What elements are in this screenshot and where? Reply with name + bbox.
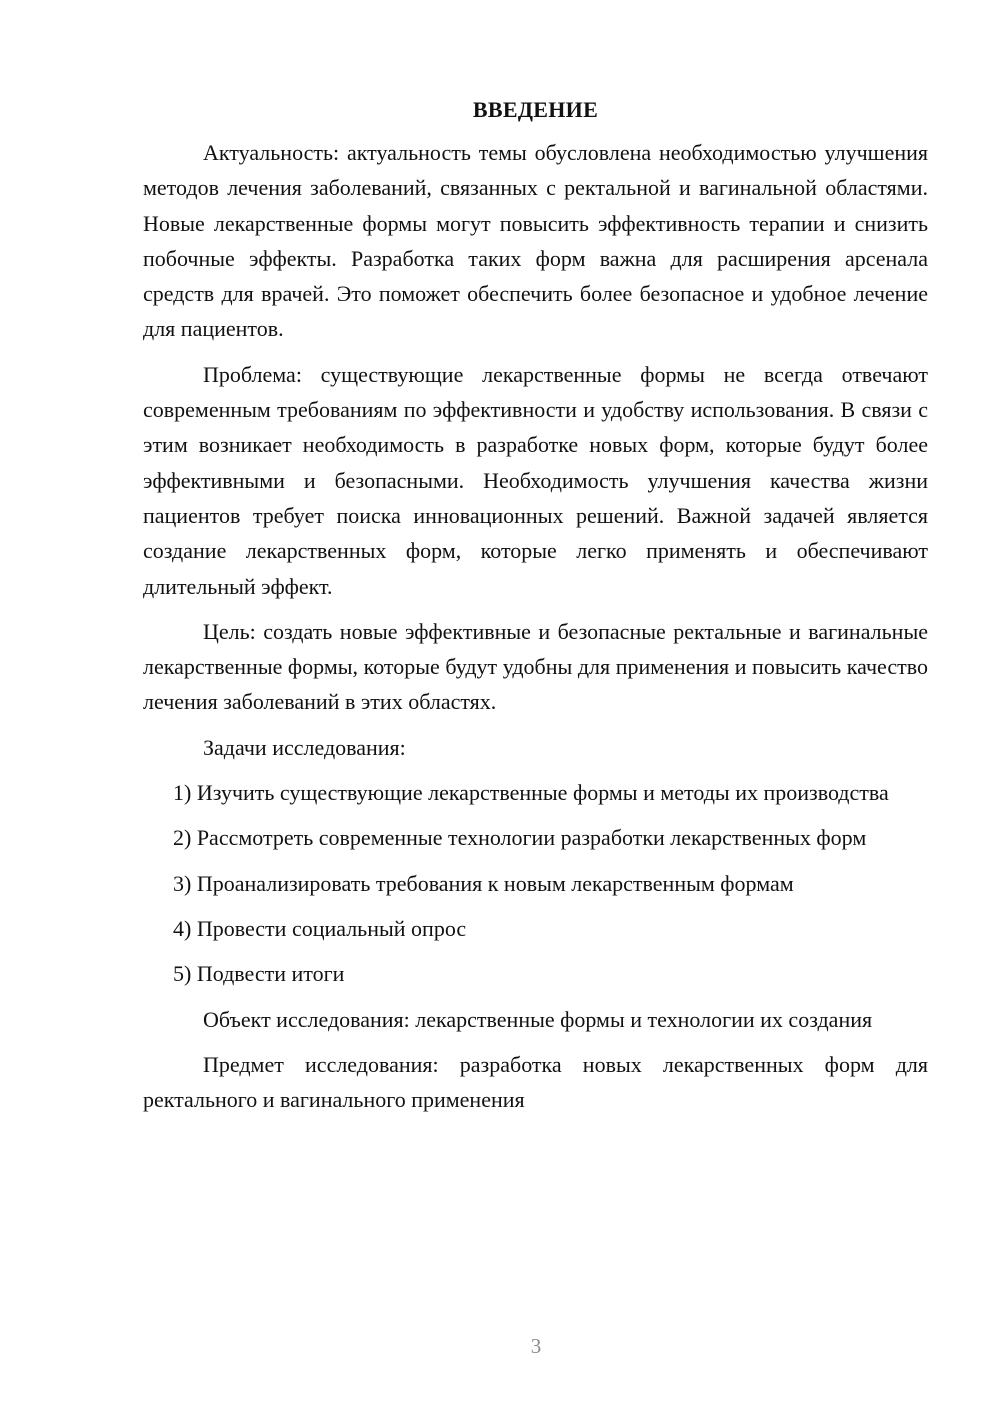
paragraph-goal: Цель: создать новые эффективные и безопасные ректальные и вагинальные лекарственные формы, которые будут удобны для применения и повысить качество лечения заболеваний в этих областях. bbox=[143, 618, 928, 715]
page-number: 3 bbox=[530, 1334, 542, 1358]
list-item-task-3: 3) Проанализировать требования к новым лекарственным формам bbox=[173, 870, 794, 896]
paragraph-subject: Предмет исследования: разработка новых лекарственных форм для ректального и вагинального применения bbox=[143, 1051, 928, 1113]
section-title: ВВЕДЕНИЕ bbox=[472, 97, 599, 122]
list-item-task-1: 1) Изучить существующие лекарственные формы и методы их производства bbox=[173, 780, 889, 806]
list-item-task-2: 2) Рассмотреть современные технологии разработки лекарственных форм bbox=[173, 825, 867, 851]
list-item-task-5: 5) Подвести итоги bbox=[173, 961, 345, 987]
tasks-list bbox=[143, 775, 928, 991]
paragraph-object: Объект исследования: лекарственные формы и технологии их создания bbox=[203, 1006, 873, 1032]
page-content bbox=[143, 92, 928, 1127]
list-item-task-4: 4) Провести социальный опрос bbox=[173, 915, 467, 941]
paragraph-relevance: Актуальность: актуальность темы обусловлена необходимостью улучшения методов лечения заболеваний, связанных с ректальной и вагинальной областями. Новые лекарственные формы могут повысить эффективность терапии и снизить побочные эффекты. Разработка таких форм важна для расширения арсенала средств для врачей. Это поможет обеспечить более безопасное и удобное лечение для пациентов. bbox=[143, 140, 928, 342]
tasks-heading: Задачи исследования: bbox=[203, 734, 406, 760]
paragraph-problem: Проблема: существующие лекарственные формы не всегда отвечают современным требованиям по эффективности и удобству использования. В связи с этим возникает необходимость в разработке новых форм, которые будут более эффективными и безопасными. Необходимость улучшения качества жизни пациентов требует поиска инновационных решений. Важной задачей является создание лекарственных форм, которые легко применять и обеспечивают длительный эффект. bbox=[143, 361, 928, 599]
